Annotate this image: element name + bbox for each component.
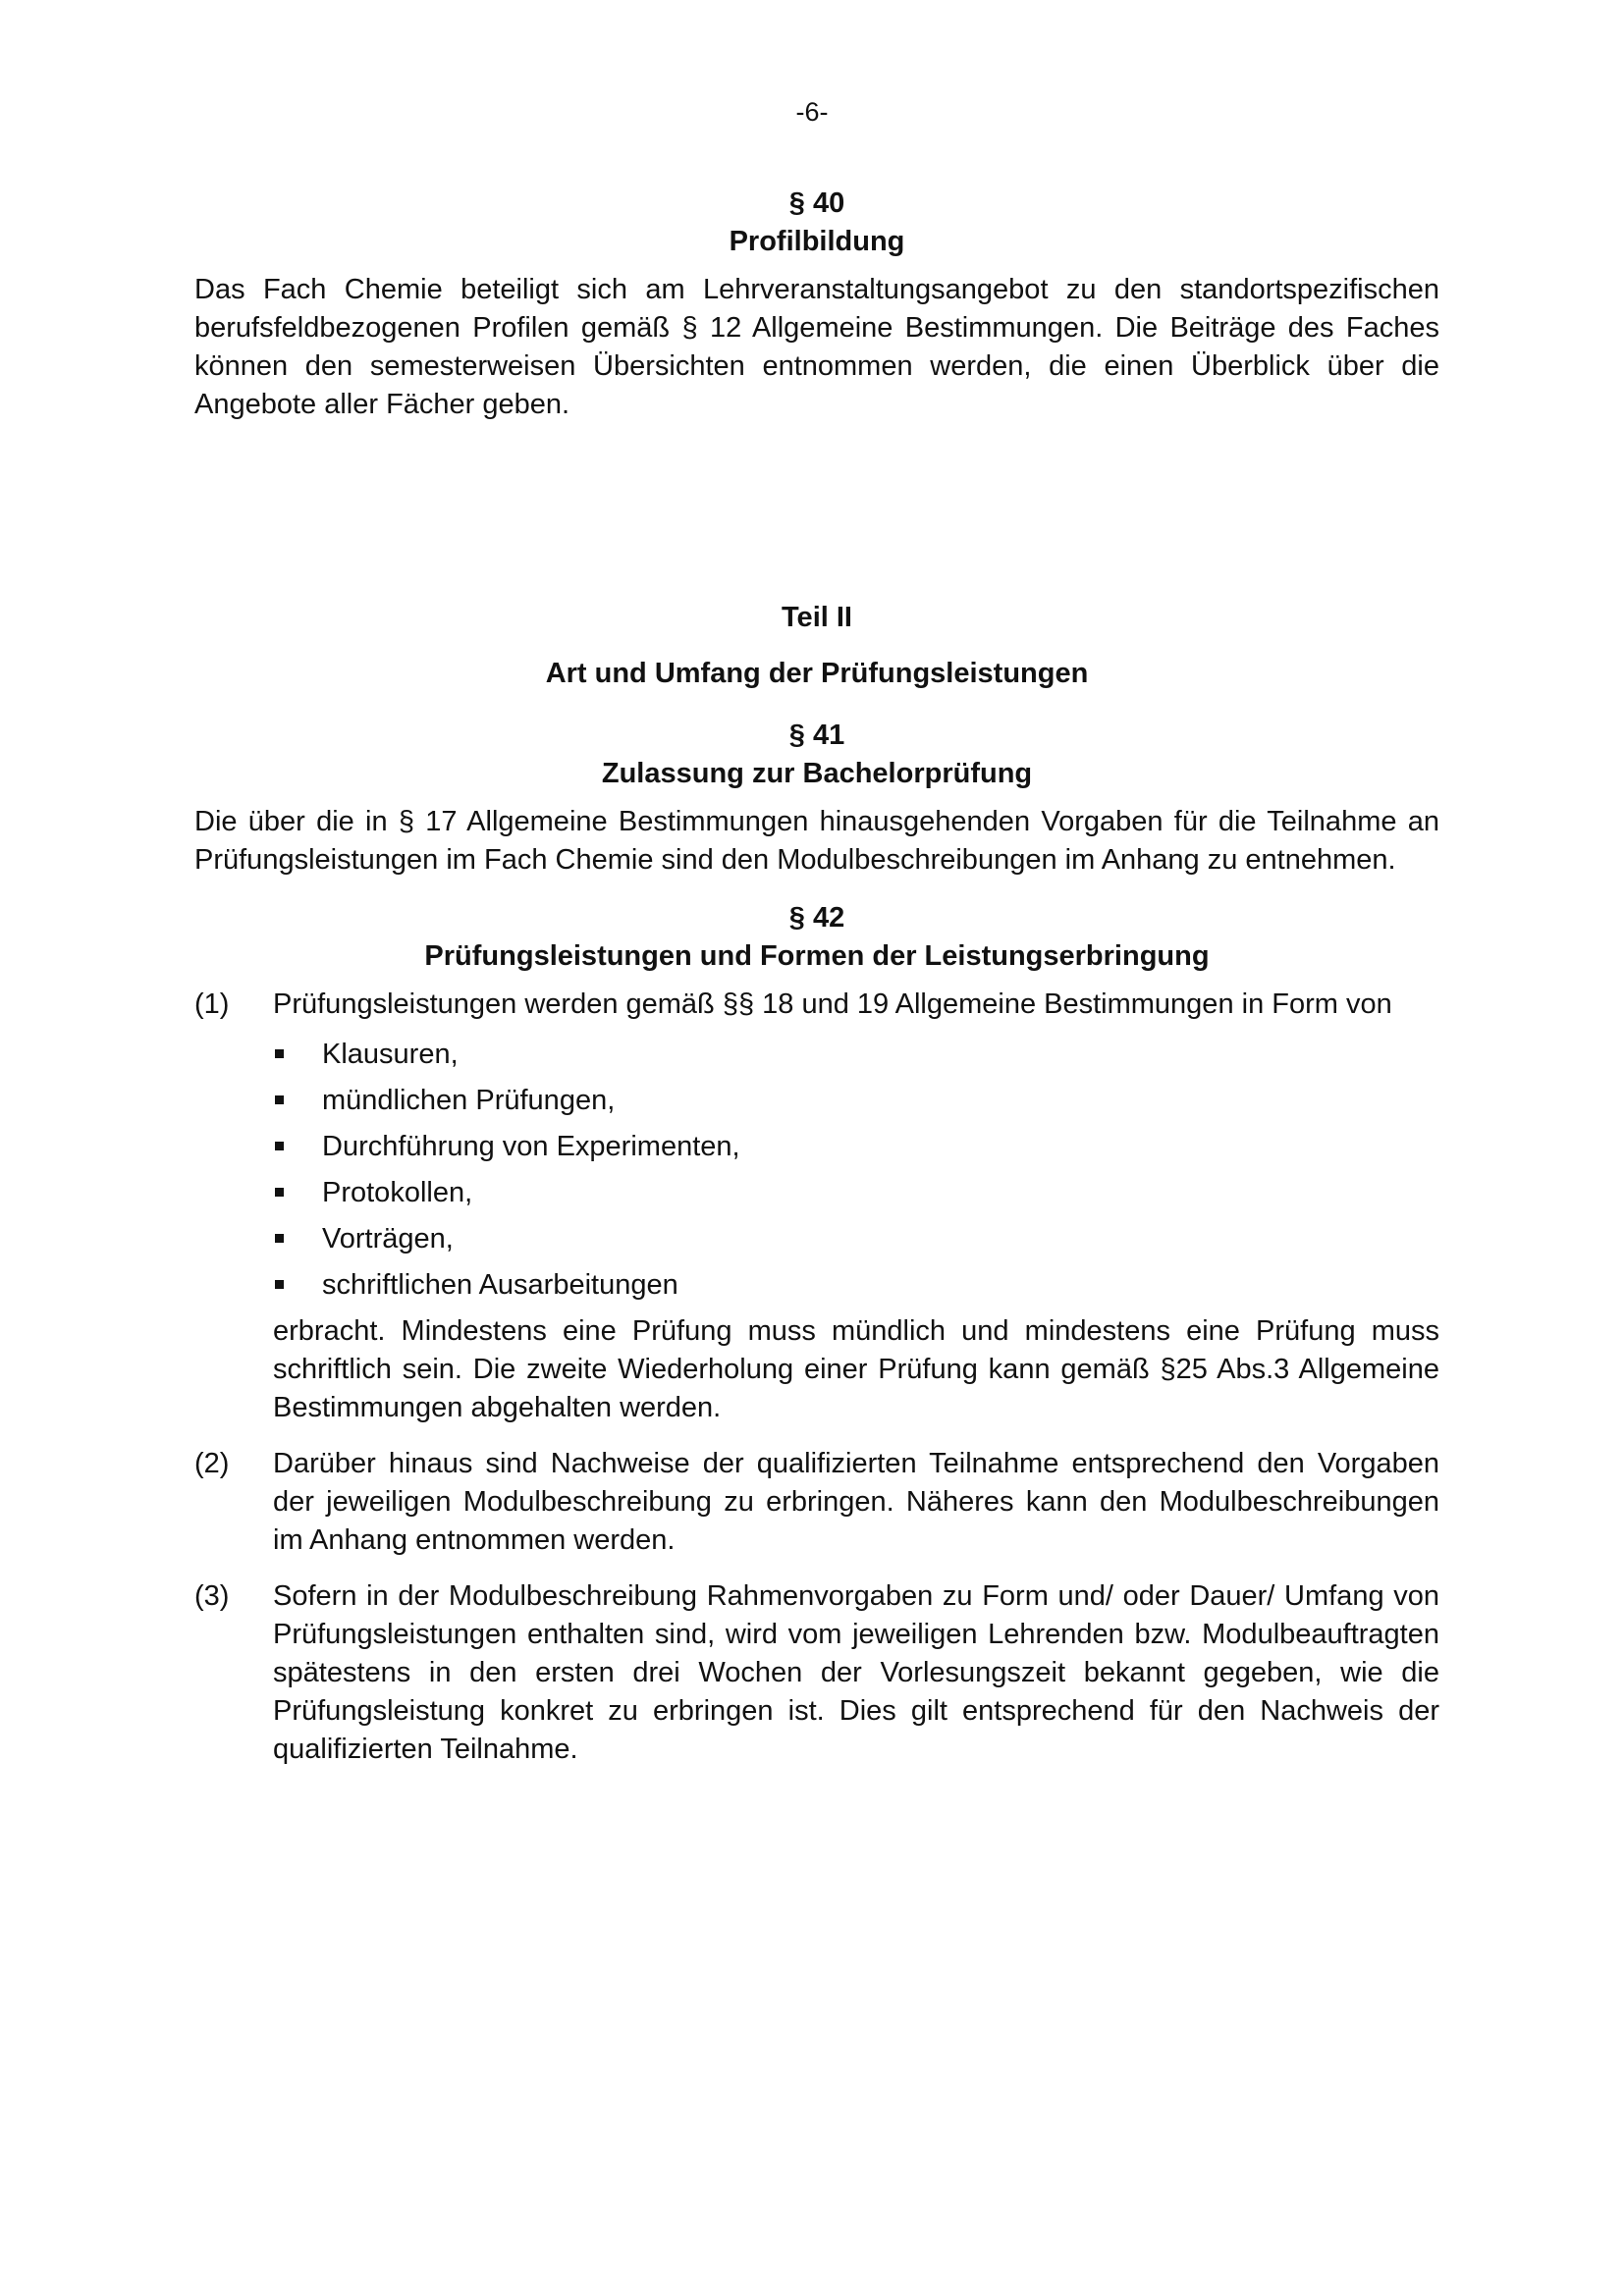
section-42-item-2 [194,1445,1439,1560]
exam-forms-list [273,1036,1439,1305]
item-number: (1) [194,988,230,1020]
part-2-label: Teil II [782,602,852,633]
square-bullet-icon [275,1188,284,1197]
section-42-item-3 [194,1577,1439,1769]
item-number: (3) [194,1580,230,1612]
part-2-title: Art und Umfang der Prüfungsleistungen [545,658,1089,689]
list-item-text: schriftlichen Ausarbeitungen [322,1269,678,1301]
item-3-text: Sofern in der Modulbeschreibung Rahmenvorgaben zu Form und/ oder Dauer/ Umfang von Prüfungsleistungen enthalten sind, wird vom jeweiligen Lehrenden bzw. Modulbeauftragten spätestens in den ersten drei Wochen der Vorlesungszeit bekannt gegeben, wie die Prüfungsleistung konkret zu erbringen ist. Dies gilt entsprechend für den Nachweis der qualifizierten Teilnahme. [273,1580,1439,1765]
section-40-number: § 40 [788,187,845,219]
list-item [273,1220,1439,1258]
square-bullet-icon [275,1280,284,1289]
list-item [273,1174,1439,1212]
list-item [273,1082,1439,1120]
section-41-title: Zulassung zur Bachelorprüfung [601,758,1033,789]
list-item [273,1128,1439,1166]
square-bullet-icon [275,1049,284,1058]
item-1-intro: Prüfungsleistungen werden gemäß §§ 18 und 19 Allgemeine Bestimmungen in Form von [273,988,1392,1020]
list-item [273,1266,1439,1305]
section-42-title: Prüfungsleistungen und Formen der Leistungserbringung [424,940,1210,972]
list-item-text: Durchführung von Experimenten, [322,1131,740,1162]
item-number: (2) [194,1448,230,1479]
list-item-text: Vorträgen, [322,1223,454,1255]
list-item [273,1036,1439,1074]
page-number: -6- [795,97,829,127]
section-40-title: Profilbildung [729,226,905,257]
square-bullet-icon [275,1142,284,1150]
square-bullet-icon [275,1234,284,1243]
section-42-number: § 42 [788,902,845,934]
document-body [194,185,1439,1769]
item-2-text: Darüber hinaus sind Nachweise der qualifizierten Teilnahme entsprechend den Vorgaben der jeweiligen Modulbeschreibung zu erbringen. Näheres kann den Modulbeschreibungen im Anhang entnommen werden. [273,1448,1439,1556]
section-41-number: § 41 [788,720,845,751]
square-bullet-icon [275,1095,284,1104]
section-42-item-1 [194,986,1439,1427]
list-item-text: Klausuren, [322,1039,459,1070]
item-1-outro: erbracht. Mindestens eine Prüfung muss mündlich und mindestens eine Prüfung muss schriftlich sein. Die zweite Wiederholung einer Prüfung kann gemäß §25 Abs.3 Allgemeine Bestimmungen abgehalten werden. [273,1315,1439,1423]
section-41-text: Die über die in § 17 Allgemeine Bestimmungen hinausgehenden Vorgaben für die Teilnahme an Prüfungsleistungen im Fach Chemie sind den Modulbeschreibungen im Anhang zu entnehmen. [194,806,1439,876]
list-item-text: mündlichen Prüfungen, [322,1085,616,1116]
section-40-text: Das Fach Chemie beteiligt sich am Lehrveranstaltungsangebot zu den standortspezifischen berufsfeldbezogenen Profilen gemäß § 12 Allgemeine Bestimmungen. Die Beiträge des Faches können den semesterweisen Übersichten entnommen werden, die einen Überblick über die Angebote aller Fächer geben. [194,274,1439,420]
list-item-text: Protokollen, [322,1177,473,1208]
